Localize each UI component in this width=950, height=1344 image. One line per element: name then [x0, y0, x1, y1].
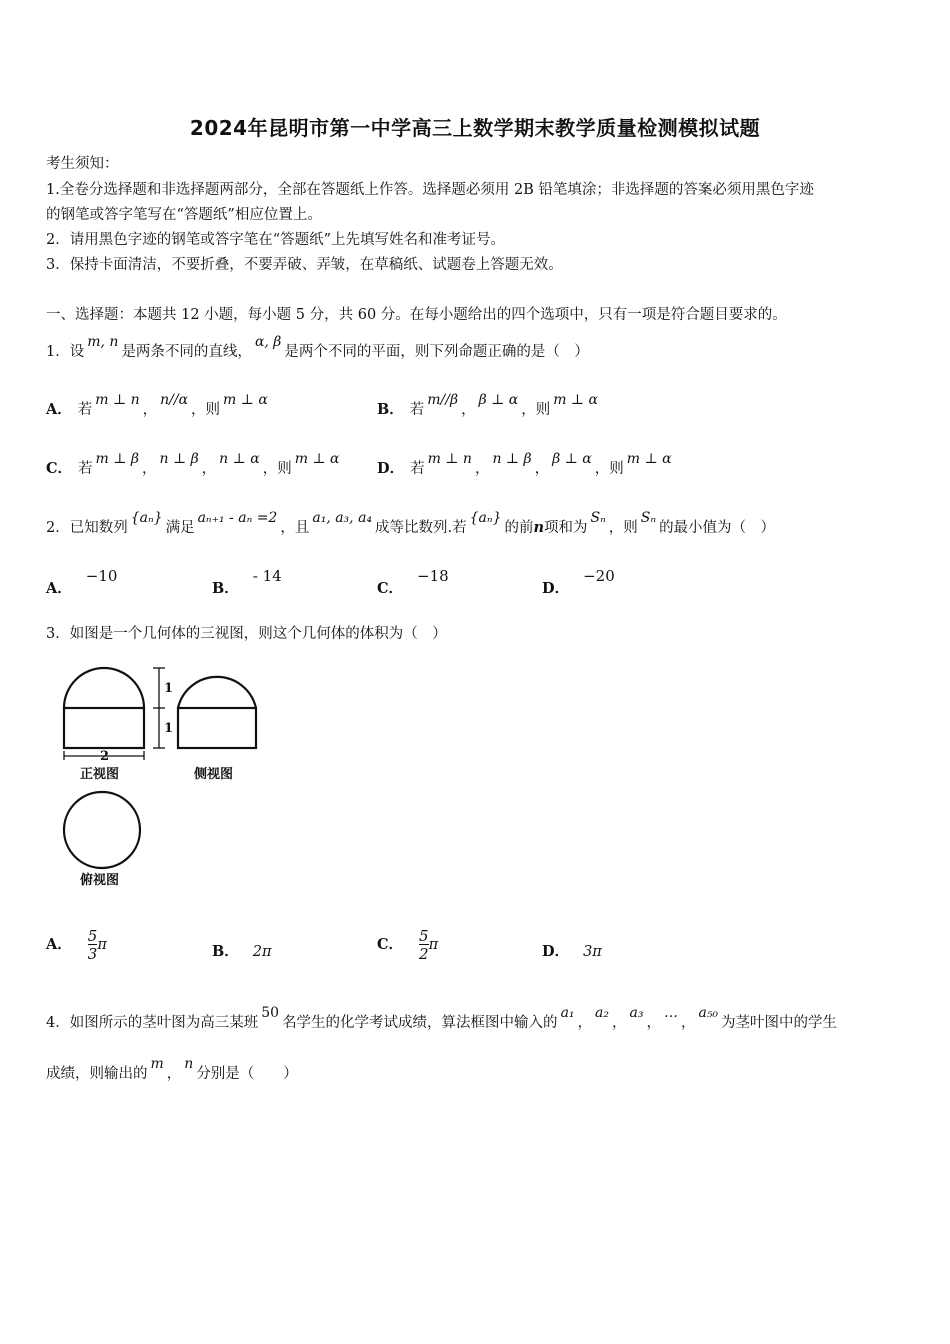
- q4-text: 分别是（ ）: [196, 1066, 298, 1082]
- option-label: B．: [212, 580, 239, 597]
- q4-text: 成绩，则输出的: [46, 1066, 148, 1082]
- q2-math: {aₙ}: [469, 510, 502, 526]
- question-4-stem-line-2: [46, 1056, 298, 1083]
- q2-text: 2．已知数列: [46, 520, 128, 536]
- option-text: ，: [201, 461, 217, 477]
- page-title: 2024年昆明市第一中学高三上数学期末教学质量检测模拟试题: [189, 116, 761, 140]
- q1-option-c[interactable]: [46, 451, 343, 478]
- option-label: A．: [46, 580, 72, 597]
- q1-text-a: 1．设: [46, 344, 85, 360]
- q2-math-n: n: [533, 519, 545, 536]
- q2-math: aₙ₊₁ - aₙ =2: [197, 510, 278, 526]
- option-text: 若: [78, 461, 93, 477]
- option-text: ，则: [262, 461, 292, 477]
- option-math: m ⊥ β: [95, 451, 139, 467]
- option-label: B．: [377, 401, 404, 418]
- dim-label-width: 2: [100, 749, 110, 764]
- q2-text: ，则: [608, 520, 638, 536]
- option-math: m ⊥ α: [553, 392, 598, 408]
- option-math: m//β: [427, 392, 459, 408]
- q2-text: 的最小值为（ ）: [659, 520, 776, 536]
- option-text: ，: [142, 402, 158, 418]
- q2-option-b[interactable]: [212, 567, 282, 598]
- q1-math-alpha-beta: α, β: [254, 334, 282, 350]
- option-math: m ⊥ α: [223, 392, 268, 408]
- option-label: A．: [46, 401, 72, 418]
- q4-math: a₂: [595, 1005, 609, 1021]
- option-label: D．: [377, 460, 405, 477]
- q1-math-mn: m, n: [87, 334, 119, 350]
- notice-line-1b: 的钢笔或答字笔写在“答题纸”相应位置上。: [46, 207, 322, 223]
- option-math: m ⊥ α: [294, 451, 340, 467]
- q2-text: ，且: [280, 520, 310, 536]
- option-text: 若: [77, 402, 93, 418]
- section-heading: 一、选择题：本题共 12 小题，每小题 5 分，共 60 分。在每小题给出的四个选项中，只有一项是符合题目要求的。: [46, 307, 787, 323]
- q2-math: Sₙ: [590, 510, 606, 526]
- q3-option-b[interactable]: [212, 940, 272, 961]
- dim-label-bottom: 1: [164, 721, 174, 736]
- q4-math: …: [663, 1005, 678, 1021]
- q1-text-c: 是两个不同的平面，则下列命题正确的是（ ）: [284, 344, 589, 360]
- fraction-num: 5: [419, 927, 429, 945]
- option-math: n ⊥ β: [492, 451, 532, 467]
- option-label: C．: [377, 580, 404, 597]
- top-view-circle: [64, 792, 140, 868]
- fraction-den: 2: [419, 945, 429, 963]
- option-label: D．: [542, 580, 570, 597]
- three-view-figure: [58, 660, 278, 895]
- option-value: −18: [417, 567, 449, 585]
- option-math: π: [428, 937, 439, 953]
- question-4-stem-line-1: [46, 1005, 838, 1032]
- option-math: β ⊥ α: [478, 392, 519, 408]
- q3-option-d[interactable]: [542, 940, 602, 961]
- notice-line-1a: 1.全卷分选择题和非选择题两部分，全部在答题纸上作答。选择题必须用 2B 铅笔填涂；非选择题的答案必须用黑色字迹: [46, 182, 814, 198]
- side-view-arc: [178, 677, 256, 708]
- q4-text: ，: [646, 1015, 661, 1031]
- option-value: - 14: [252, 567, 282, 585]
- notice-line-2: 2．请用黑色字迹的钢笔或答字笔在“答题纸”上先填写姓名和准考证号。: [46, 232, 506, 248]
- option-text: ，则: [594, 461, 624, 477]
- q1-text-b: 是两条不同的直线，: [121, 344, 252, 360]
- q1-option-a[interactable]: [46, 392, 271, 419]
- option-math: β ⊥ α: [552, 451, 592, 467]
- option-text: ，则: [191, 402, 221, 418]
- option-text: ，则: [521, 402, 551, 418]
- option-text: 若: [410, 461, 425, 477]
- q2-option-a[interactable]: [46, 567, 118, 598]
- q4-math: a₁: [560, 1005, 575, 1021]
- front-view-arc: [64, 668, 144, 708]
- dim-label-top: 1: [164, 681, 174, 696]
- fraction: [419, 927, 429, 963]
- option-math: m ⊥ n: [427, 451, 472, 467]
- q4-text: ，: [577, 1015, 593, 1031]
- option-math: n ⊥ α: [219, 451, 260, 467]
- q4-math: m: [150, 1056, 164, 1072]
- q2-text: 成等比数列.若: [375, 520, 467, 536]
- option-value: 2π: [252, 944, 272, 960]
- option-label: A．: [46, 936, 72, 953]
- fraction-den: 3: [87, 945, 98, 963]
- option-text: ，: [534, 461, 550, 477]
- q4-text: ，: [166, 1066, 182, 1082]
- question-1-stem: [46, 334, 589, 361]
- q2-text: 满足: [165, 520, 195, 536]
- option-text: ，: [461, 402, 476, 418]
- q4-math: n: [184, 1056, 194, 1072]
- notice-heading: 考生须知：: [46, 156, 119, 172]
- q4-math: 50: [261, 1005, 280, 1021]
- option-text: ，: [141, 461, 157, 477]
- q4-text: 名学生的化学考试成绩，算法框图中输入的: [282, 1015, 558, 1031]
- option-value: 3π: [583, 944, 602, 960]
- option-label: C．: [377, 936, 404, 953]
- option-math: π: [97, 937, 107, 953]
- q4-text: ，: [612, 1015, 627, 1031]
- q1-option-b[interactable]: [377, 392, 601, 419]
- notice-line-3: 3．保持卡面清洁，不要折叠，不要弄破、弄皱，在草稿纸、试题卷上答题无效。: [46, 257, 563, 273]
- fraction: [88, 927, 98, 963]
- q4-math: a₅₀: [698, 1005, 719, 1021]
- q2-math: {aₙ}: [130, 510, 163, 526]
- front-view-rect: [64, 708, 144, 748]
- q4-text: 为茎叶图中的学生: [721, 1015, 838, 1031]
- q2-option-d[interactable]: [542, 567, 615, 598]
- option-label: D．: [542, 943, 570, 960]
- option-value: −10: [85, 567, 118, 585]
- option-label: B．: [212, 943, 239, 960]
- q1-option-d[interactable]: [377, 451, 675, 478]
- q2-option-c[interactable]: [377, 567, 449, 598]
- side-view-rect: [178, 708, 256, 748]
- option-value: −20: [583, 567, 615, 585]
- option-text: 若: [409, 402, 425, 418]
- q4-text: 4．如图所示的茎叶图为高三某班: [46, 1015, 259, 1031]
- q3-option-a[interactable]: [46, 927, 107, 963]
- front-view-label: 正视图: [80, 767, 120, 782]
- q4-math: a₃: [629, 1005, 644, 1021]
- q2-math: a₁, a₃, a₄: [312, 510, 373, 526]
- option-text: ，: [474, 461, 490, 477]
- q2-text: 项和为: [544, 520, 588, 536]
- top-view-label: 俯视图: [80, 873, 120, 888]
- q2-text: 的前: [504, 520, 534, 536]
- side-view-label: 侧视图: [194, 767, 234, 782]
- option-math: m ⊥ n: [95, 392, 140, 408]
- option-label: C．: [46, 460, 73, 477]
- question-3-stem: 3．如图是一个几何体的三视图，则这个几何体的体积为（ ）: [46, 626, 447, 642]
- q2-math: Sₙ: [640, 510, 657, 526]
- option-math: n ⊥ β: [159, 451, 199, 467]
- q3-option-c[interactable]: [377, 927, 438, 963]
- question-2-stem: [46, 510, 776, 537]
- option-math: m ⊥ α: [626, 451, 672, 467]
- option-math: n//α: [160, 392, 189, 408]
- q4-text: ，: [680, 1015, 696, 1031]
- fraction-num: 5: [87, 927, 98, 945]
